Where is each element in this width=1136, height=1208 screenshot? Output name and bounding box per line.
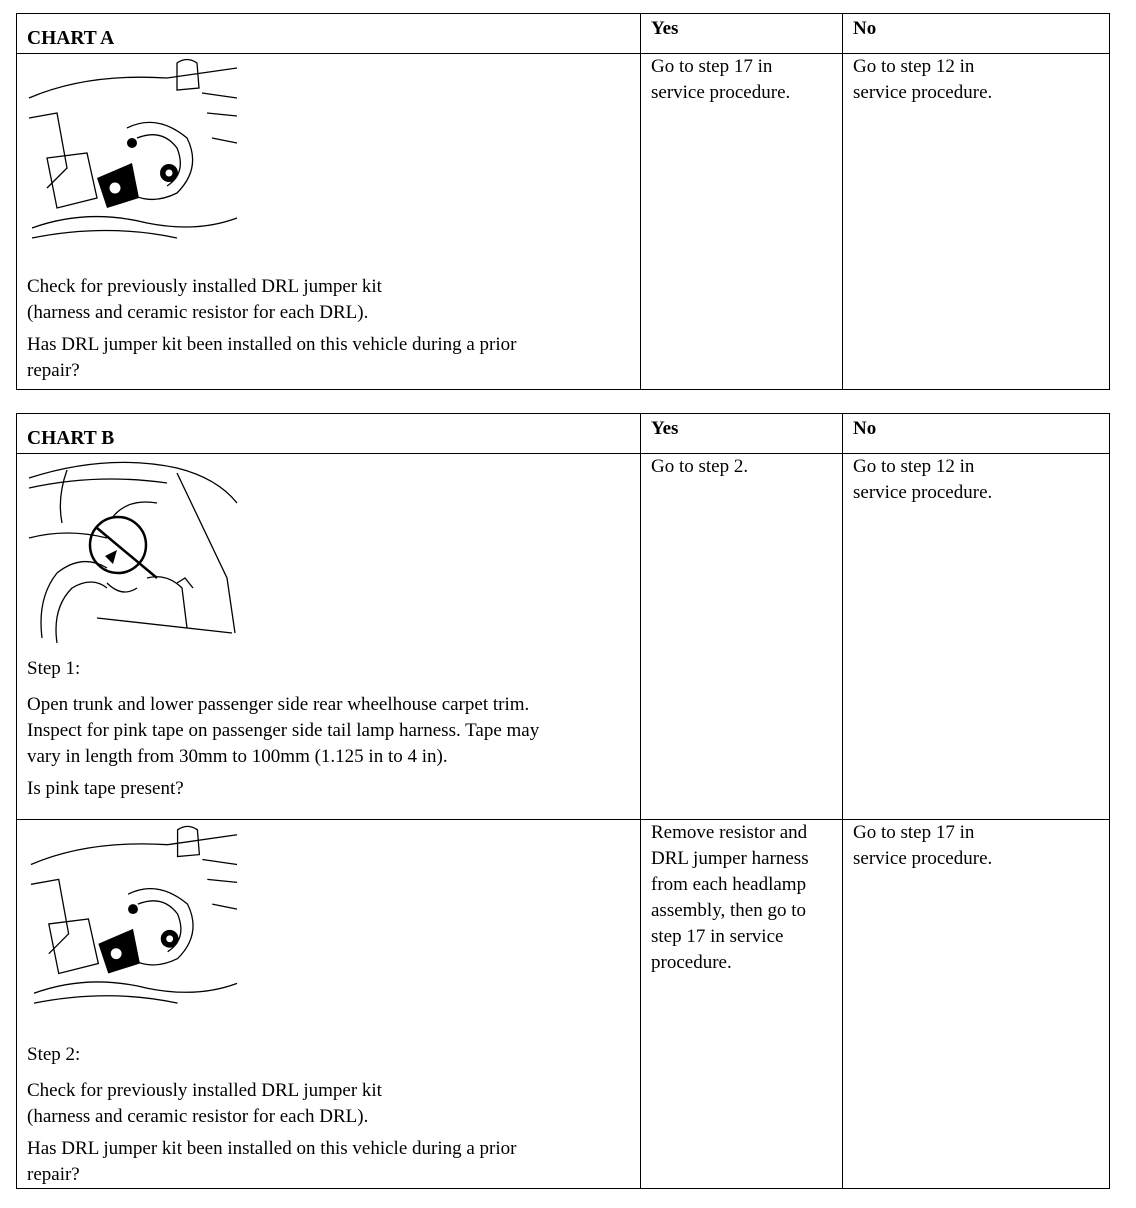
chart-a-check-line1: Check for previously installed DRL jumper kit	[27, 276, 382, 297]
chart-b-step2-yes-cell	[641, 820, 843, 1189]
chart-b-step1-no-cell	[843, 454, 1110, 820]
chart-b-step2-no-line1: Go to step 17 in	[853, 822, 975, 843]
chart-a-table	[16, 13, 1110, 390]
chart-b-step1-no-line1: Go to step 12 in	[853, 456, 975, 477]
chart-b-step2-yes-line3: from each headlamp	[651, 874, 807, 895]
chart-b-step2-yes-line1: Remove resistor and	[651, 822, 808, 843]
chart-a-title: CHART A	[17, 14, 641, 54]
chart-b-step2-question-line2: repair?	[27, 1164, 80, 1185]
chart-b-yes-header: Yes	[641, 414, 843, 454]
chart-b-title: CHART B	[17, 414, 641, 454]
chart-a-question-line2: repair?	[27, 360, 80, 381]
chart-b-step2-check-line1: Check for previously installed DRL jumper kit	[27, 1080, 382, 1101]
chart-a-yes-line2: service procedure.	[651, 82, 791, 103]
chart-b-step2-yes-line5: step 17 in service	[651, 926, 784, 947]
chart-b-step1-label: Step 1:	[27, 658, 81, 679]
chart-b-step1-instr-line1: Open trunk and lower passenger side rear wheelhouse carpet trim.	[27, 694, 530, 715]
chart-b-step2-no-cell	[843, 820, 1110, 1189]
chart-a-check-cell	[17, 54, 641, 390]
chart-a-no-line2: service procedure.	[853, 82, 993, 103]
headlamp-illustration	[29, 824, 239, 1010]
chart-b-step2-yes-line6: procedure.	[651, 952, 732, 973]
chart-b-step1-yes-cell	[641, 454, 843, 820]
chart-b-step2-no-line2: service procedure.	[853, 848, 993, 869]
chart-b-step2-check-line2: (harness and ceramic resistor for each DRL).	[27, 1106, 369, 1127]
headlamp-illustration	[27, 58, 239, 244]
chart-a-no-header: No	[843, 14, 1110, 54]
chart-a-yes-line1: Go to step 17 in	[651, 56, 773, 77]
chart-b-step2-yes-line4: assembly, then go to	[651, 900, 806, 921]
chart-a-no-cell	[843, 54, 1110, 390]
chart-b-step2-cell	[17, 820, 641, 1189]
chart-b-step1-question: Is pink tape present?	[27, 778, 184, 799]
chart-b-step2-label: Step 2:	[27, 1044, 81, 1065]
chart-b-no-header: No	[843, 414, 1110, 454]
chart-a-yes-cell	[641, 54, 843, 390]
chart-a-no-line1: Go to step 12 in	[853, 56, 975, 77]
chart-b-step1-instr-line2: Inspect for pink tape on passenger side tail lamp harness. Tape may	[27, 720, 540, 741]
chart-b-step1-cell	[17, 454, 641, 820]
chart-b-step2-question-line1: Has DRL jumper kit been installed on this vehicle during a prior	[27, 1138, 517, 1159]
chart-b-step1-no-line2: service procedure.	[853, 482, 993, 503]
chart-b-step2-yes-line2: DRL jumper harness	[651, 848, 809, 869]
chart-b-step1-yes-text: Go to step 2.	[651, 456, 749, 477]
trunk-wheelhouse-illustration	[27, 458, 239, 644]
chart-a-check-line2: (harness and ceramic resistor for each DRL).	[27, 302, 369, 323]
chart-b-step1-instr-line3: vary in length from 30mm to 100mm (1.125 in to 4 in).	[27, 746, 448, 767]
chart-a-question-line1: Has DRL jumper kit been installed on this vehicle during a prior	[27, 334, 517, 355]
chart-a-yes-header: Yes	[641, 14, 843, 54]
chart-b-table	[16, 413, 1110, 1189]
